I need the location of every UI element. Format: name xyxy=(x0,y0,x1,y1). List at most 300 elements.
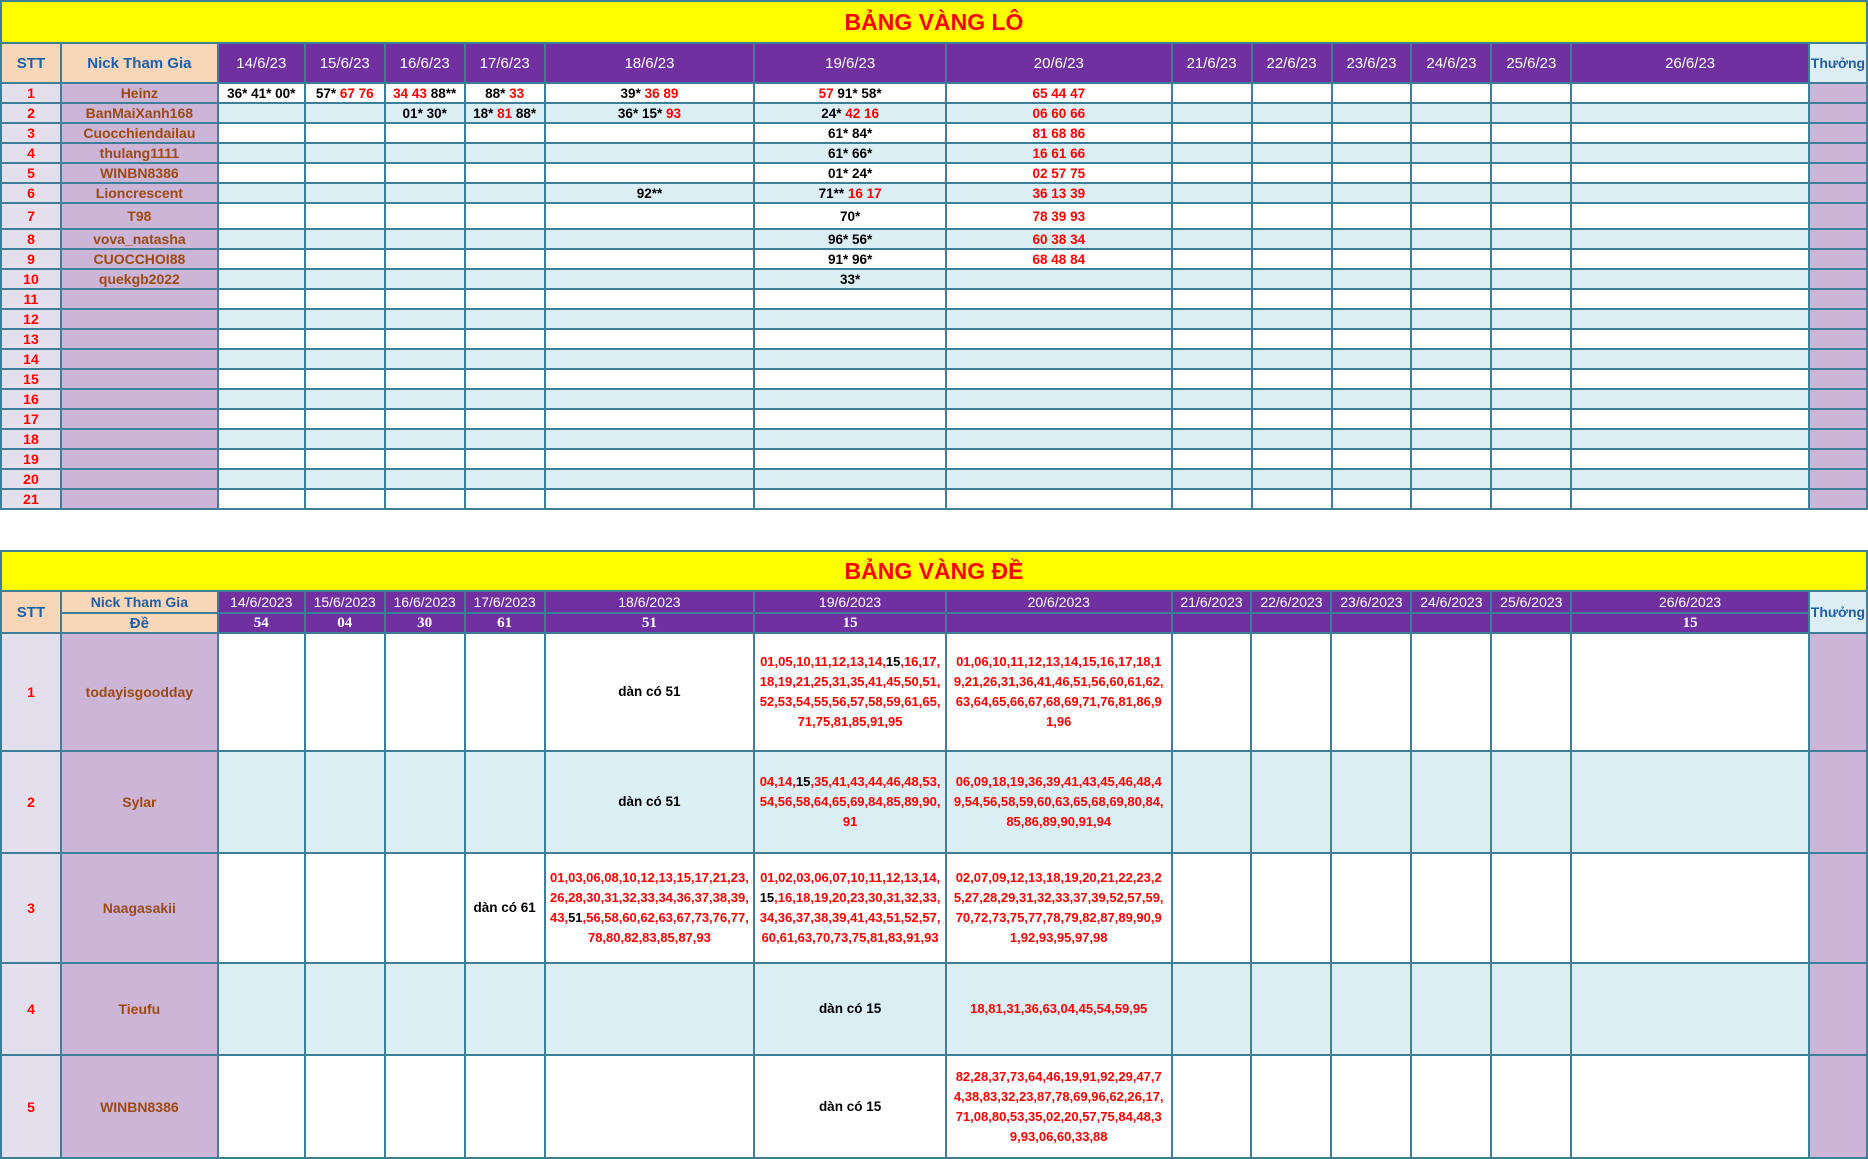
lo-cell[interactable] xyxy=(1411,103,1491,123)
lo-cell[interactable] xyxy=(1411,163,1491,183)
lo-cell[interactable] xyxy=(946,469,1172,489)
lo-cell[interactable] xyxy=(465,143,545,163)
lo-cell[interactable] xyxy=(1411,349,1491,369)
de-cell[interactable] xyxy=(218,963,305,1055)
lo-cell[interactable] xyxy=(1571,369,1809,389)
lo-cell[interactable] xyxy=(1252,203,1332,229)
lo-cell[interactable] xyxy=(218,163,305,183)
lo-cell[interactable] xyxy=(1571,229,1809,249)
lo-cell[interactable] xyxy=(545,249,755,269)
lo-cell[interactable] xyxy=(218,269,305,289)
lo-cell[interactable] xyxy=(1411,123,1491,143)
lo-cell[interactable] xyxy=(385,103,465,123)
lo-cell[interactable] xyxy=(305,309,385,329)
lo-cell[interactable] xyxy=(1332,289,1412,309)
lo-cell[interactable] xyxy=(385,289,465,309)
lo-cell[interactable] xyxy=(1172,409,1252,429)
lo-cell[interactable] xyxy=(465,123,545,143)
de-cell[interactable] xyxy=(385,963,465,1055)
lo-cell[interactable] xyxy=(754,103,946,123)
lo-cell[interactable] xyxy=(305,249,385,269)
lo-cell[interactable] xyxy=(1491,143,1571,163)
lo-cell[interactable] xyxy=(1491,449,1571,469)
lo-cell[interactable] xyxy=(385,249,465,269)
lo-cell[interactable] xyxy=(465,389,545,409)
lo-cell[interactable] xyxy=(305,429,385,449)
lo-cell[interactable] xyxy=(1411,329,1491,349)
lo-cell[interactable] xyxy=(305,203,385,229)
de-cell[interactable] xyxy=(946,751,1172,853)
lo-cell[interactable] xyxy=(1172,103,1252,123)
lo-cell[interactable] xyxy=(1252,163,1332,183)
lo-cell[interactable] xyxy=(385,203,465,229)
lo-cell[interactable] xyxy=(1571,449,1809,469)
de-cell[interactable] xyxy=(754,853,946,963)
lo-cell[interactable] xyxy=(218,123,305,143)
lo-cell[interactable] xyxy=(1172,163,1252,183)
lo-cell[interactable] xyxy=(545,389,755,409)
lo-cell[interactable] xyxy=(754,449,946,469)
lo-cell[interactable] xyxy=(1411,143,1491,163)
lo-cell[interactable] xyxy=(1411,249,1491,269)
lo-cell[interactable] xyxy=(305,163,385,183)
lo-cell[interactable] xyxy=(218,289,305,309)
lo-cell[interactable] xyxy=(1411,203,1491,229)
lo-cell[interactable] xyxy=(1491,123,1571,143)
lo-cell[interactable] xyxy=(1252,369,1332,389)
de-cell[interactable] xyxy=(1411,1055,1491,1158)
de-cell[interactable] xyxy=(545,963,755,1055)
de-cell[interactable] xyxy=(1411,963,1491,1055)
de-cell[interactable] xyxy=(754,633,946,751)
lo-cell[interactable] xyxy=(1332,123,1412,143)
lo-cell[interactable] xyxy=(1252,103,1332,123)
lo-cell[interactable] xyxy=(305,103,385,123)
lo-cell[interactable] xyxy=(946,409,1172,429)
lo-cell[interactable] xyxy=(545,349,755,369)
lo-cell[interactable] xyxy=(545,409,755,429)
de-cell[interactable] xyxy=(305,751,385,853)
lo-cell[interactable] xyxy=(1172,83,1252,103)
lo-cell[interactable] xyxy=(1491,83,1571,103)
lo-cell[interactable] xyxy=(1172,269,1252,289)
lo-cell[interactable] xyxy=(545,203,755,229)
de-cell[interactable] xyxy=(545,633,755,751)
lo-cell[interactable] xyxy=(1571,203,1809,229)
de-cell[interactable] xyxy=(1571,751,1809,853)
lo-cell[interactable] xyxy=(754,349,946,369)
lo-cell[interactable] xyxy=(1172,229,1252,249)
de-cell[interactable] xyxy=(1331,853,1411,963)
lo-cell[interactable] xyxy=(1252,143,1332,163)
lo-cell[interactable] xyxy=(946,329,1172,349)
lo-cell[interactable] xyxy=(1332,329,1412,349)
lo-cell[interactable] xyxy=(1571,83,1809,103)
lo-cell[interactable] xyxy=(946,269,1172,289)
lo-cell[interactable] xyxy=(465,229,545,249)
de-cell[interactable] xyxy=(1491,633,1571,751)
lo-cell[interactable] xyxy=(218,489,305,509)
lo-cell[interactable] xyxy=(1332,83,1412,103)
lo-cell[interactable] xyxy=(385,83,465,103)
lo-cell[interactable] xyxy=(465,429,545,449)
lo-cell[interactable] xyxy=(1411,389,1491,409)
lo-cell[interactable] xyxy=(1571,309,1809,329)
de-cell[interactable] xyxy=(754,751,946,853)
lo-cell[interactable] xyxy=(545,429,755,449)
de-cell[interactable] xyxy=(385,633,465,751)
lo-cell[interactable] xyxy=(1411,489,1491,509)
lo-cell[interactable] xyxy=(1411,83,1491,103)
lo-cell[interactable] xyxy=(1172,449,1252,469)
lo-cell[interactable] xyxy=(218,183,305,203)
lo-cell[interactable] xyxy=(1172,249,1252,269)
lo-cell[interactable] xyxy=(1252,329,1332,349)
lo-cell[interactable] xyxy=(1332,163,1412,183)
lo-cell[interactable] xyxy=(1332,429,1412,449)
lo-cell[interactable] xyxy=(946,229,1172,249)
lo-cell[interactable] xyxy=(1411,409,1491,429)
de-cell[interactable] xyxy=(218,1055,305,1158)
lo-cell[interactable] xyxy=(465,203,545,229)
lo-cell[interactable] xyxy=(305,449,385,469)
de-cell[interactable] xyxy=(1491,853,1571,963)
lo-cell[interactable] xyxy=(1172,203,1252,229)
lo-cell[interactable] xyxy=(218,409,305,429)
lo-cell[interactable] xyxy=(465,369,545,389)
lo-cell[interactable] xyxy=(218,449,305,469)
lo-cell[interactable] xyxy=(1411,429,1491,449)
lo-cell[interactable] xyxy=(385,489,465,509)
lo-cell[interactable] xyxy=(946,163,1172,183)
de-cell[interactable] xyxy=(218,751,305,853)
lo-cell[interactable] xyxy=(1172,123,1252,143)
lo-cell[interactable] xyxy=(1172,309,1252,329)
de-cell[interactable] xyxy=(946,853,1172,963)
lo-cell[interactable] xyxy=(754,123,946,143)
lo-cell[interactable] xyxy=(1332,183,1412,203)
lo-cell[interactable] xyxy=(1491,289,1571,309)
lo-cell[interactable] xyxy=(385,183,465,203)
lo-cell[interactable] xyxy=(465,289,545,309)
lo-cell[interactable] xyxy=(1252,123,1332,143)
lo-cell[interactable] xyxy=(385,369,465,389)
de-cell[interactable] xyxy=(385,1055,465,1158)
lo-cell[interactable] xyxy=(754,289,946,309)
lo-cell[interactable] xyxy=(385,163,465,183)
lo-cell[interactable] xyxy=(545,329,755,349)
lo-cell[interactable] xyxy=(1571,329,1809,349)
lo-cell[interactable] xyxy=(1332,369,1412,389)
lo-cell[interactable] xyxy=(1332,269,1412,289)
de-cell[interactable] xyxy=(1251,853,1331,963)
lo-cell[interactable] xyxy=(1411,469,1491,489)
lo-cell[interactable] xyxy=(465,349,545,369)
lo-cell[interactable] xyxy=(465,309,545,329)
de-cell[interactable] xyxy=(1172,1055,1252,1158)
lo-cell[interactable] xyxy=(1252,349,1332,369)
lo-cell[interactable] xyxy=(385,123,465,143)
lo-cell[interactable] xyxy=(946,249,1172,269)
lo-cell[interactable] xyxy=(1332,489,1412,509)
lo-cell[interactable] xyxy=(754,83,946,103)
lo-cell[interactable] xyxy=(754,203,946,229)
de-cell[interactable] xyxy=(1331,963,1411,1055)
lo-cell[interactable] xyxy=(218,469,305,489)
de-cell[interactable] xyxy=(305,1055,385,1158)
lo-cell[interactable] xyxy=(545,83,755,103)
lo-cell[interactable] xyxy=(465,103,545,123)
de-cell[interactable] xyxy=(1411,751,1491,853)
lo-cell[interactable] xyxy=(545,229,755,249)
lo-cell[interactable] xyxy=(946,103,1172,123)
lo-cell[interactable] xyxy=(1571,429,1809,449)
lo-cell[interactable] xyxy=(385,229,465,249)
lo-cell[interactable] xyxy=(1571,349,1809,369)
lo-cell[interactable] xyxy=(946,123,1172,143)
de-cell[interactable] xyxy=(465,751,545,853)
lo-cell[interactable] xyxy=(1332,143,1412,163)
lo-cell[interactable] xyxy=(545,269,755,289)
lo-cell[interactable] xyxy=(385,329,465,349)
lo-cell[interactable] xyxy=(1252,249,1332,269)
lo-cell[interactable] xyxy=(1252,469,1332,489)
de-cell[interactable] xyxy=(1491,751,1571,853)
de-cell[interactable] xyxy=(946,1055,1172,1158)
de-cell[interactable] xyxy=(1411,853,1491,963)
lo-cell[interactable] xyxy=(305,83,385,103)
lo-cell[interactable] xyxy=(1252,269,1332,289)
de-cell[interactable] xyxy=(305,633,385,751)
lo-cell[interactable] xyxy=(1172,489,1252,509)
lo-cell[interactable] xyxy=(1491,329,1571,349)
lo-cell[interactable] xyxy=(754,369,946,389)
lo-cell[interactable] xyxy=(1332,203,1412,229)
lo-cell[interactable] xyxy=(1411,309,1491,329)
lo-cell[interactable] xyxy=(946,83,1172,103)
lo-cell[interactable] xyxy=(1491,369,1571,389)
lo-cell[interactable] xyxy=(218,329,305,349)
lo-cell[interactable] xyxy=(545,143,755,163)
lo-cell[interactable] xyxy=(385,469,465,489)
lo-cell[interactable] xyxy=(545,369,755,389)
lo-cell[interactable] xyxy=(1411,449,1491,469)
lo-cell[interactable] xyxy=(305,289,385,309)
lo-cell[interactable] xyxy=(1571,163,1809,183)
lo-cell[interactable] xyxy=(1571,103,1809,123)
lo-cell[interactable] xyxy=(1571,469,1809,489)
lo-cell[interactable] xyxy=(385,309,465,329)
lo-cell[interactable] xyxy=(1252,229,1332,249)
de-cell[interactable] xyxy=(545,853,755,963)
lo-cell[interactable] xyxy=(218,103,305,123)
lo-cell[interactable] xyxy=(1571,489,1809,509)
de-cell[interactable] xyxy=(1172,853,1252,963)
de-cell[interactable] xyxy=(465,963,545,1055)
lo-cell[interactable] xyxy=(1172,329,1252,349)
lo-cell[interactable] xyxy=(1411,289,1491,309)
lo-cell[interactable] xyxy=(545,489,755,509)
lo-cell[interactable] xyxy=(946,183,1172,203)
lo-cell[interactable] xyxy=(305,269,385,289)
lo-cell[interactable] xyxy=(754,489,946,509)
lo-cell[interactable] xyxy=(545,469,755,489)
lo-cell[interactable] xyxy=(1491,183,1571,203)
lo-cell[interactable] xyxy=(1491,103,1571,123)
lo-cell[interactable] xyxy=(1411,229,1491,249)
lo-cell[interactable] xyxy=(1491,269,1571,289)
de-cell[interactable] xyxy=(1571,853,1809,963)
lo-cell[interactable] xyxy=(754,469,946,489)
lo-cell[interactable] xyxy=(754,183,946,203)
lo-cell[interactable] xyxy=(1172,469,1252,489)
lo-cell[interactable] xyxy=(1491,229,1571,249)
lo-cell[interactable] xyxy=(385,269,465,289)
lo-cell[interactable] xyxy=(1411,369,1491,389)
lo-cell[interactable] xyxy=(218,309,305,329)
lo-cell[interactable] xyxy=(385,389,465,409)
de-cell[interactable] xyxy=(1411,633,1491,751)
lo-cell[interactable] xyxy=(1491,469,1571,489)
lo-cell[interactable] xyxy=(465,489,545,509)
lo-cell[interactable] xyxy=(1332,309,1412,329)
lo-cell[interactable] xyxy=(305,183,385,203)
lo-cell[interactable] xyxy=(946,449,1172,469)
lo-cell[interactable] xyxy=(385,143,465,163)
lo-cell[interactable] xyxy=(1571,123,1809,143)
lo-cell[interactable] xyxy=(754,229,946,249)
lo-cell[interactable] xyxy=(465,409,545,429)
lo-cell[interactable] xyxy=(385,409,465,429)
de-cell[interactable] xyxy=(465,1055,545,1158)
de-cell[interactable] xyxy=(218,633,305,751)
lo-cell[interactable] xyxy=(305,489,385,509)
de-cell[interactable] xyxy=(1331,633,1411,751)
lo-cell[interactable] xyxy=(1411,183,1491,203)
lo-cell[interactable] xyxy=(1491,309,1571,329)
lo-cell[interactable] xyxy=(465,329,545,349)
lo-cell[interactable] xyxy=(1252,429,1332,449)
de-cell[interactable] xyxy=(1571,1055,1809,1158)
lo-cell[interactable] xyxy=(1252,449,1332,469)
lo-cell[interactable] xyxy=(754,309,946,329)
lo-cell[interactable] xyxy=(218,143,305,163)
de-cell[interactable] xyxy=(1172,751,1252,853)
lo-cell[interactable] xyxy=(1571,269,1809,289)
lo-cell[interactable] xyxy=(1172,289,1252,309)
lo-cell[interactable] xyxy=(1172,389,1252,409)
lo-cell[interactable] xyxy=(218,429,305,449)
lo-cell[interactable] xyxy=(218,249,305,269)
lo-cell[interactable] xyxy=(1411,269,1491,289)
de-cell[interactable] xyxy=(1331,751,1411,853)
lo-cell[interactable] xyxy=(465,83,545,103)
de-cell[interactable] xyxy=(1251,1055,1331,1158)
lo-cell[interactable] xyxy=(1491,349,1571,369)
lo-cell[interactable] xyxy=(545,309,755,329)
lo-cell[interactable] xyxy=(946,203,1172,229)
lo-cell[interactable] xyxy=(1332,409,1412,429)
lo-cell[interactable] xyxy=(1332,349,1412,369)
lo-cell[interactable] xyxy=(305,349,385,369)
lo-cell[interactable] xyxy=(545,163,755,183)
de-cell[interactable] xyxy=(385,853,465,963)
de-cell[interactable] xyxy=(1491,963,1571,1055)
de-cell[interactable] xyxy=(1251,751,1331,853)
de-cell[interactable] xyxy=(1331,1055,1411,1158)
lo-cell[interactable] xyxy=(1172,143,1252,163)
lo-cell[interactable] xyxy=(385,449,465,469)
lo-cell[interactable] xyxy=(1571,249,1809,269)
lo-cell[interactable] xyxy=(1252,389,1332,409)
lo-cell[interactable] xyxy=(946,489,1172,509)
de-cell[interactable] xyxy=(305,963,385,1055)
lo-cell[interactable] xyxy=(1172,369,1252,389)
lo-cell[interactable] xyxy=(1332,449,1412,469)
lo-cell[interactable] xyxy=(545,449,755,469)
de-cell[interactable] xyxy=(545,751,755,853)
lo-cell[interactable] xyxy=(1252,289,1332,309)
lo-cell[interactable] xyxy=(1571,289,1809,309)
lo-cell[interactable] xyxy=(1332,103,1412,123)
de-cell[interactable] xyxy=(1251,963,1331,1055)
lo-cell[interactable] xyxy=(946,349,1172,369)
lo-cell[interactable] xyxy=(1332,249,1412,269)
lo-cell[interactable] xyxy=(946,389,1172,409)
lo-cell[interactable] xyxy=(305,229,385,249)
de-cell[interactable] xyxy=(305,853,385,963)
lo-cell[interactable] xyxy=(1172,429,1252,449)
lo-cell[interactable] xyxy=(1491,389,1571,409)
lo-cell[interactable] xyxy=(1332,469,1412,489)
lo-cell[interactable] xyxy=(1252,489,1332,509)
de-cell[interactable] xyxy=(946,963,1172,1055)
de-cell[interactable] xyxy=(545,1055,755,1158)
lo-cell[interactable] xyxy=(465,249,545,269)
lo-cell[interactable] xyxy=(754,269,946,289)
lo-cell[interactable] xyxy=(1332,389,1412,409)
lo-cell[interactable] xyxy=(385,429,465,449)
de-cell[interactable] xyxy=(946,633,1172,751)
lo-cell[interactable] xyxy=(218,369,305,389)
lo-cell[interactable] xyxy=(1491,489,1571,509)
lo-cell[interactable] xyxy=(1252,309,1332,329)
de-cell[interactable] xyxy=(465,853,545,963)
lo-cell[interactable] xyxy=(465,469,545,489)
lo-cell[interactable] xyxy=(1172,349,1252,369)
lo-cell[interactable] xyxy=(305,123,385,143)
lo-cell[interactable] xyxy=(754,143,946,163)
lo-cell[interactable] xyxy=(218,83,305,103)
de-cell[interactable] xyxy=(1571,963,1809,1055)
de-cell[interactable] xyxy=(1172,633,1252,751)
de-cell[interactable] xyxy=(218,853,305,963)
lo-cell[interactable] xyxy=(1571,183,1809,203)
de-cell[interactable] xyxy=(1491,1055,1571,1158)
lo-cell[interactable] xyxy=(218,229,305,249)
lo-cell[interactable] xyxy=(218,203,305,229)
lo-cell[interactable] xyxy=(465,163,545,183)
lo-cell[interactable] xyxy=(465,269,545,289)
lo-cell[interactable] xyxy=(946,143,1172,163)
lo-cell[interactable] xyxy=(1571,143,1809,163)
lo-cell[interactable] xyxy=(465,183,545,203)
lo-cell[interactable] xyxy=(218,389,305,409)
de-cell[interactable] xyxy=(1172,963,1252,1055)
lo-cell[interactable] xyxy=(754,249,946,269)
lo-cell[interactable] xyxy=(305,369,385,389)
lo-cell[interactable] xyxy=(754,389,946,409)
